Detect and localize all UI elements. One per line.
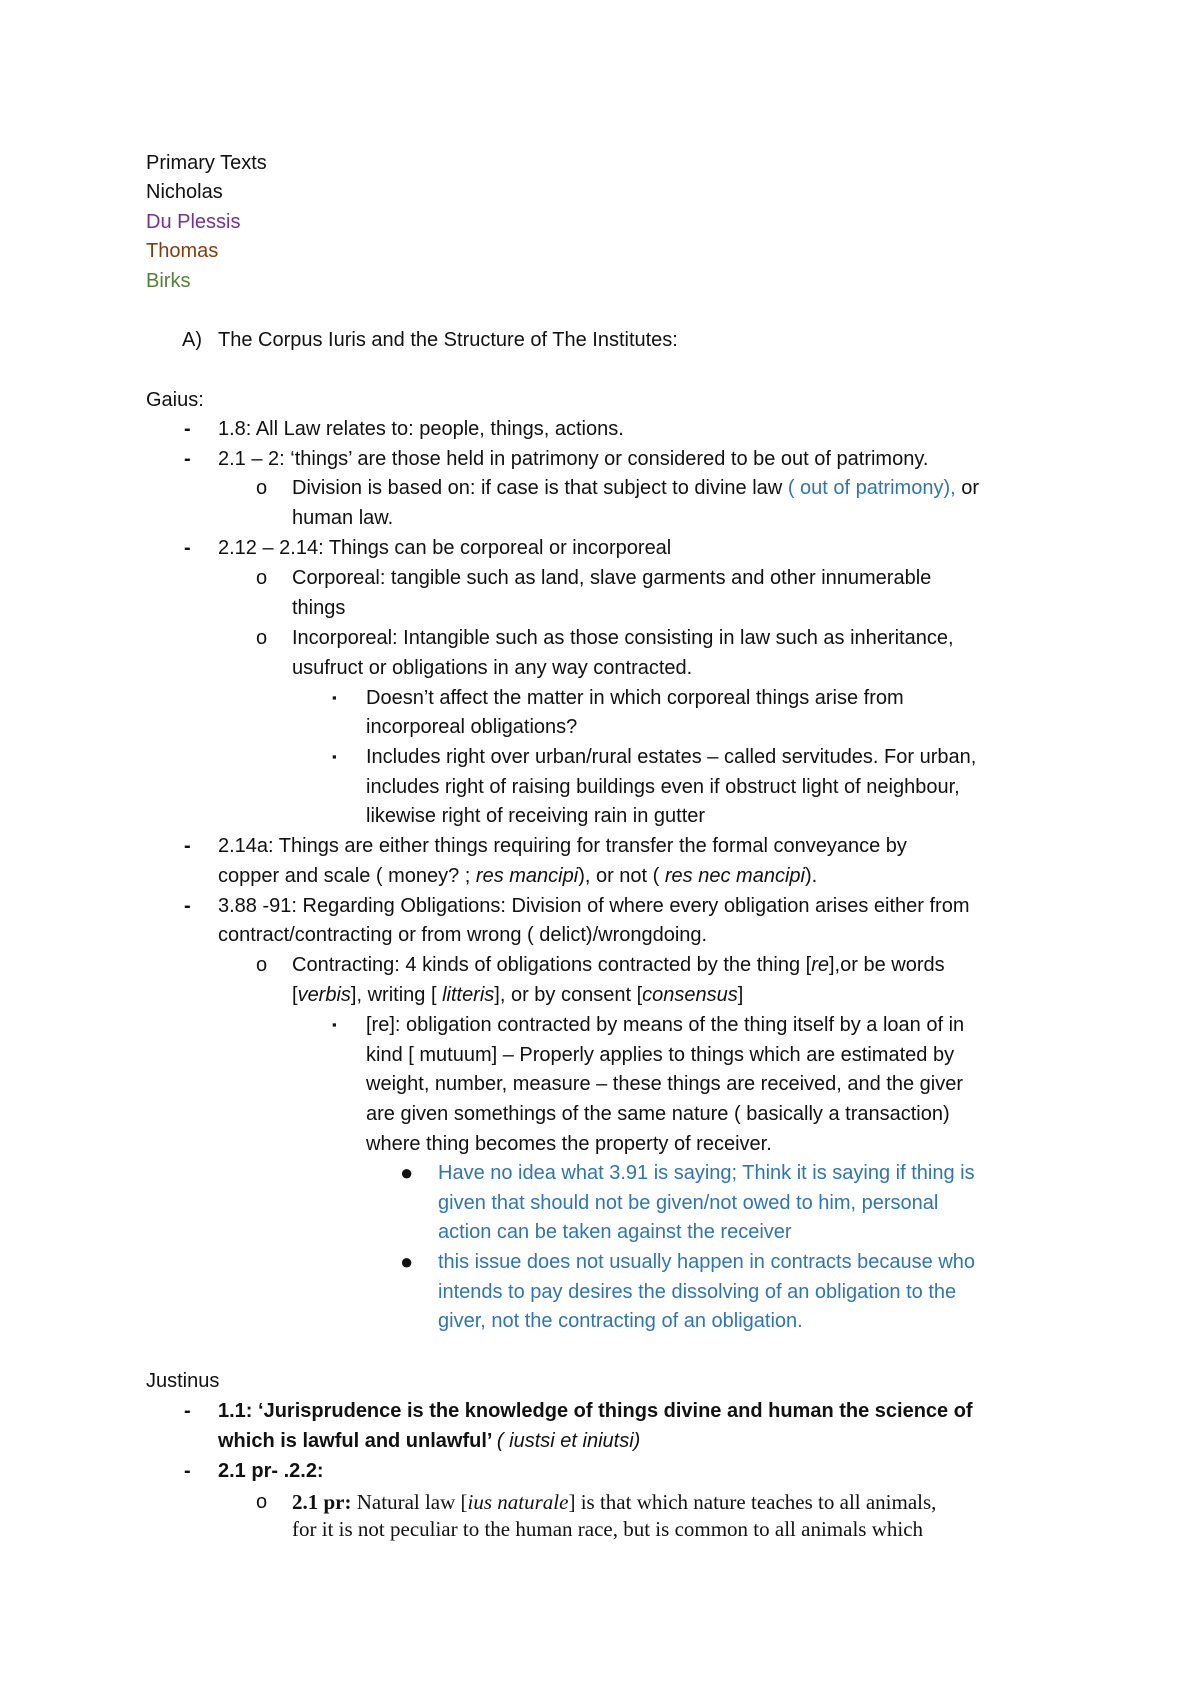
gaius-line: 2.14a: Things are either things requiring for transfer the formal conveyance by xyxy=(218,835,907,857)
note-inline: ( out of patrimony), xyxy=(787,477,956,499)
text-run: Natural law [ xyxy=(351,1490,468,1514)
justinus-line xyxy=(218,1426,640,1456)
gaius-line: Corporeal: tangible such as land, slave garments and other innumerable xyxy=(292,567,932,589)
header-primary-texts: Primary Texts xyxy=(146,152,267,174)
gaius-line: kind [ mutuum] – Properly applies to things which are estimated by xyxy=(366,1044,955,1066)
gaius-line xyxy=(292,980,743,1010)
section-a-marker: A) xyxy=(182,329,202,351)
circle-bullet: o xyxy=(256,1491,268,1513)
gaius-line: Doesn’t affect the matter in which corporeal things arise from xyxy=(366,687,904,709)
text-run: ], or by consent [ xyxy=(494,984,643,1006)
text-run: ], writing [ xyxy=(350,984,443,1006)
dash-bullet: - xyxy=(184,418,191,440)
gaius-line: likewise right of receiving rain in gutter xyxy=(366,805,706,827)
gaius-line xyxy=(218,861,817,891)
gaius-line: Includes right over urban/rural estates – called servitudes. For urban, xyxy=(366,746,977,768)
gaius-line: where thing becomes the property of receiver. xyxy=(366,1133,772,1155)
gaius-line: contract/contracting or from wrong ( delict)/wrongdoing. xyxy=(218,924,708,946)
circle-bullet: o xyxy=(256,954,268,976)
square-bullet: ▪ xyxy=(332,1017,337,1032)
note-line: intends to pay desires the dissolving of an obligation to the xyxy=(438,1281,957,1303)
latin-term: litteris xyxy=(442,984,495,1006)
dash-bullet: - xyxy=(184,1460,191,1482)
text-run: Division is based on: if case is that subject to divine law xyxy=(292,477,788,499)
circle-bullet: o xyxy=(256,627,268,649)
dash-bullet: - xyxy=(184,448,191,470)
gaius-line: 3.88 -91: Regarding Obligations: Division of where every obligation arises either from xyxy=(218,895,970,917)
text-run: ). xyxy=(804,865,818,887)
gaius-line: includes right of raising buildings even if obstruct light of neighbour, xyxy=(366,776,960,798)
note-line: this issue does not usually happen in contracts because who xyxy=(438,1251,976,1273)
dash-bullet: - xyxy=(184,835,191,857)
dot-bullet: ● xyxy=(400,1249,414,1274)
gaius-line: human law. xyxy=(292,507,394,529)
text-run: ] xyxy=(737,984,744,1006)
gaius-line: Incorporeal: Intangible such as those consisting in law such as inheritance, xyxy=(292,627,954,649)
square-bullet: ▪ xyxy=(332,749,337,764)
gaius-line: things xyxy=(292,597,346,619)
gaius-line: usufruct or obligations in any way contracted. xyxy=(292,657,693,679)
text-run: [ xyxy=(292,984,298,1006)
text-run: or xyxy=(955,477,979,499)
gaius-line: 2.1 – 2: ‘things’ are those held in patrimony or considered to be out of patrimony. xyxy=(218,448,929,470)
latin-term: consensus xyxy=(642,984,738,1006)
gaius-line xyxy=(292,473,979,503)
gaius-line: 2.12 – 2.14: Things can be corporeal or incorporeal xyxy=(218,537,672,559)
gaius-line: incorporeal obligations? xyxy=(366,716,578,738)
square-bullet: ▪ xyxy=(332,690,337,705)
latin-term: ( iustsi et iniutsi) xyxy=(496,1430,641,1452)
gaius-line: are given somethings of the same nature ( basically a transaction) xyxy=(366,1103,950,1125)
note-line: action can be taken against the receiver xyxy=(438,1221,792,1243)
justinus-line: 2.1 pr- .2.2: xyxy=(218,1460,324,1482)
circle-bullet: o xyxy=(256,477,268,499)
text-run: ],or be words xyxy=(829,954,945,976)
header-birks: Birks xyxy=(146,270,191,292)
header-nicholas: Nicholas xyxy=(146,181,223,203)
text-run: copper and scale ( money? ; xyxy=(218,865,476,887)
justinus-heading: Justinus xyxy=(146,1370,220,1392)
dash-bullet: - xyxy=(184,537,191,559)
header-thomas: Thomas xyxy=(146,240,219,262)
latin-term: res nec mancipi xyxy=(664,865,805,887)
note-line: given that should not be given/not owed to him, personal xyxy=(438,1192,939,1214)
latin-term: verbis xyxy=(297,984,351,1006)
text-run: 2.1 pr: xyxy=(292,1490,352,1514)
dash-bullet: - xyxy=(184,895,191,917)
gaius-line: weight, number, measure – these things are received, and the giver xyxy=(366,1073,964,1095)
circle-bullet: o xyxy=(256,567,268,589)
text-run: which is lawful and unlawful’ xyxy=(218,1430,497,1452)
gaius-line xyxy=(292,950,945,980)
latin-term: ius naturale xyxy=(467,1490,569,1514)
justinus-line: for it is not peculiar to the human race, but is common to all animals which xyxy=(292,1517,924,1541)
justinus-line xyxy=(292,1487,936,1517)
dash-bullet: - xyxy=(184,1400,191,1422)
dot-bullet: ● xyxy=(400,1160,414,1185)
gaius-line: [re]: obligation contracted by means of the thing itself by a loan of in xyxy=(366,1014,965,1036)
latin-term: re xyxy=(811,954,829,976)
text-run: Contracting: 4 kinds of obligations contracted by the thing [ xyxy=(292,954,812,976)
section-a-title: The Corpus Iuris and the Structure of The Institutes: xyxy=(218,329,678,351)
latin-term: res mancipi xyxy=(475,865,579,887)
gaius-heading: Gaius: xyxy=(146,389,204,411)
header-du-plessis: Du Plessis xyxy=(146,211,241,233)
text-run: ), or not ( xyxy=(578,865,665,887)
note-line: Have no idea what 3.91 is saying; Think it is saying if thing is xyxy=(438,1162,975,1184)
note-line: giver, not the contracting of an obligation. xyxy=(438,1310,803,1332)
gaius-line: 1.8: All Law relates to: people, things, actions. xyxy=(218,418,624,440)
text-run: ] is that which nature teaches to all animals, xyxy=(568,1490,937,1514)
justinus-line: 1.1: ‘Jurisprudence is the knowledge of things divine and human the science of xyxy=(218,1400,973,1422)
